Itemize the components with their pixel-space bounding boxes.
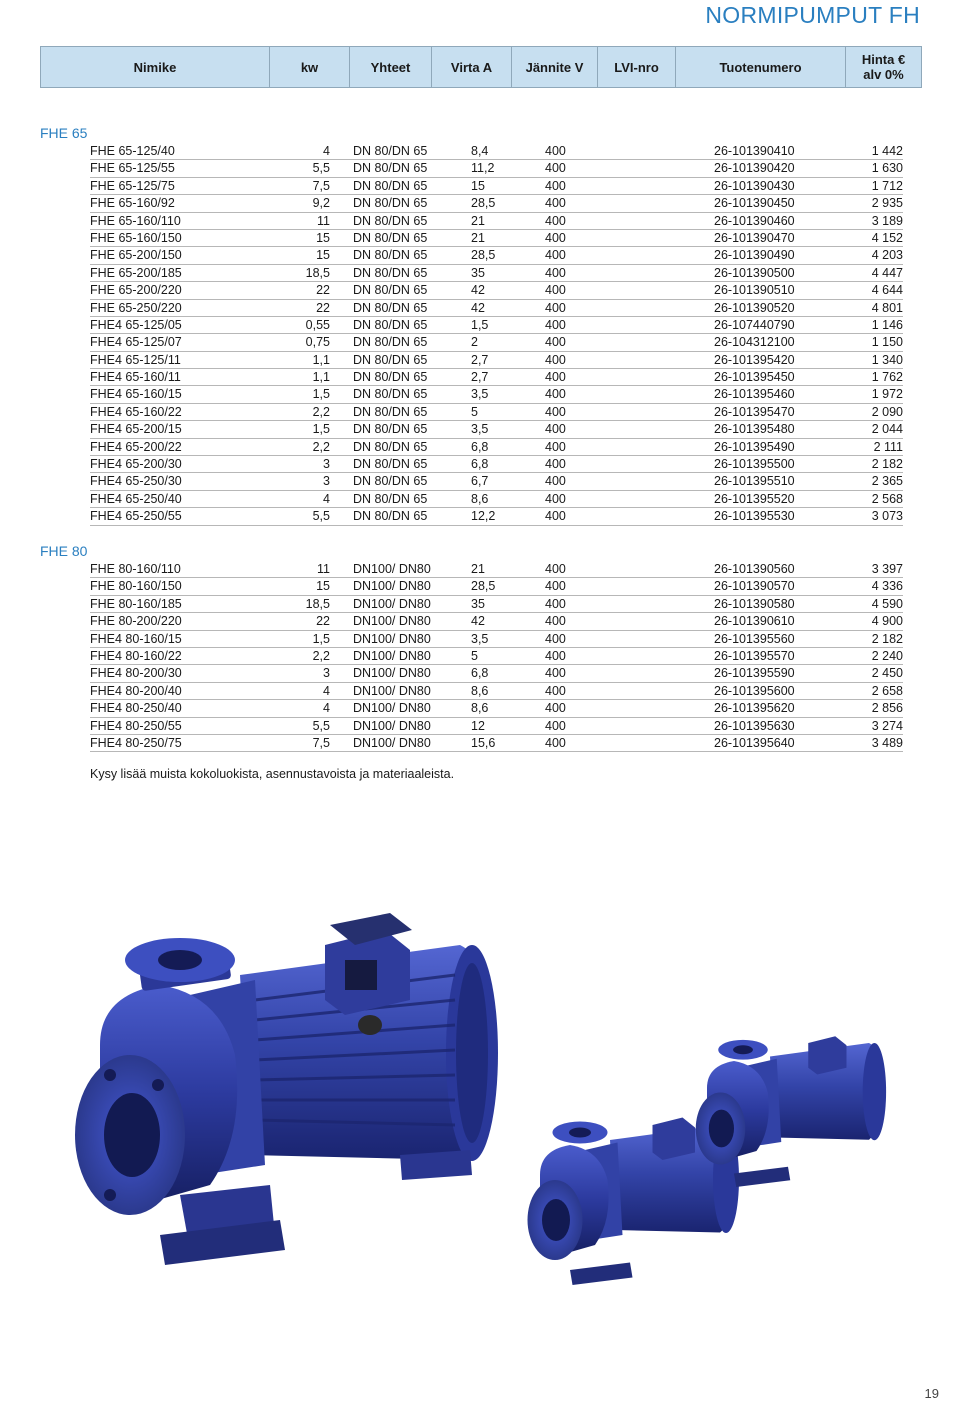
header-voltage: Jännite V (512, 47, 598, 87)
cell-product-number: 26-101390410 (714, 144, 795, 158)
cell-voltage: 400 (545, 439, 566, 454)
cell-name: FHE 65-160/92 (90, 196, 175, 211)
table-row (90, 404, 903, 421)
cell-current: 21 (471, 213, 485, 228)
cell-product-number: 26-101395630 (714, 718, 795, 733)
table-row (90, 247, 903, 264)
cell-kw: 22 (316, 614, 330, 629)
table-row (90, 300, 903, 317)
cell-voltage: 400 (545, 562, 566, 576)
cell-kw: 0,75 (305, 335, 330, 350)
pump-images (40, 905, 920, 1325)
cell-name: FHE4 80-200/30 (90, 666, 182, 681)
cell-kw: 7,5 (312, 178, 330, 193)
cell-product-number: 26-101390420 (714, 161, 795, 176)
cell-current: 35 (471, 265, 485, 280)
cell-kw: 1,1 (312, 370, 330, 385)
cell-name: FHE4 80-160/15 (90, 631, 182, 646)
cell-voltage: 400 (545, 265, 566, 280)
table-fhe80 (90, 561, 903, 752)
header-product-number: Tuotenumero (676, 47, 846, 87)
table-row (90, 491, 903, 508)
table-row (90, 561, 903, 578)
header-lvi: LVI-nro (598, 47, 676, 87)
table-row (90, 578, 903, 595)
cell-voltage: 400 (545, 648, 566, 663)
cell-price: 2 044 (871, 422, 903, 437)
cell-voltage: 400 (545, 404, 566, 419)
header-current: Virta A (432, 47, 512, 87)
cell-connections: DN 80/DN 65 (353, 439, 428, 454)
cell-voltage: 400 (545, 370, 566, 385)
table-row (90, 386, 903, 403)
cell-voltage: 400 (545, 614, 566, 629)
cell-kw: 1,5 (312, 387, 330, 402)
cell-connections: DN100/ DN80 (353, 562, 431, 576)
cell-current: 2,7 (471, 352, 489, 367)
table-row (90, 421, 903, 438)
cell-price: 2 658 (871, 683, 903, 698)
cell-voltage: 400 (545, 283, 566, 298)
cell-kw: 3 (323, 457, 330, 472)
cell-voltage: 400 (545, 161, 566, 176)
cell-connections: DN 80/DN 65 (353, 457, 428, 472)
cell-product-number: 26-101390450 (714, 196, 795, 211)
cell-name: FHE4 80-160/22 (90, 648, 182, 663)
cell-price: 4 336 (871, 579, 903, 594)
cell-kw: 22 (316, 300, 330, 315)
cell-voltage: 400 (545, 683, 566, 698)
cell-product-number: 26-101395520 (714, 491, 795, 506)
table-row (90, 213, 903, 230)
cell-kw: 4 (323, 491, 330, 506)
page-title: NORMIPUMPUT FH (705, 2, 920, 28)
table-row (90, 683, 903, 700)
cell-current: 15 (471, 178, 485, 193)
cell-name: FHE4 65-160/15 (90, 387, 182, 402)
table-row (90, 508, 903, 525)
cell-kw: 4 (323, 683, 330, 698)
cell-current: 8,6 (471, 683, 489, 698)
table-row (90, 265, 903, 282)
cell-price: 4 203 (871, 248, 903, 263)
header-name: Nimike (41, 47, 270, 87)
cell-connections: DN100/ DN80 (353, 631, 431, 646)
cell-current: 28,5 (471, 196, 496, 211)
cell-price: 3 489 (871, 735, 903, 750)
cell-connections: DN 80/DN 65 (353, 370, 428, 385)
cell-current: 3,5 (471, 387, 489, 402)
cell-voltage: 400 (545, 509, 566, 524)
cell-voltage: 400 (545, 735, 566, 750)
cell-kw: 4 (323, 701, 330, 716)
cell-price: 1 762 (871, 370, 903, 385)
cell-product-number: 26-101395420 (714, 352, 795, 367)
table-row (90, 160, 903, 177)
page-number: 19 (924, 1386, 939, 1401)
cell-connections: DN100/ DN80 (353, 701, 431, 716)
cell-name: FHE4 65-160/22 (90, 404, 182, 419)
table-row (90, 596, 903, 613)
cell-kw: 15 (316, 248, 330, 263)
cell-connections: DN 80/DN 65 (353, 422, 428, 437)
cell-kw: 5,5 (312, 718, 330, 733)
cell-product-number: 26-101390560 (714, 562, 795, 576)
cell-current: 2 (471, 335, 478, 350)
cell-name: FHE 65-200/150 (90, 248, 182, 263)
cell-price: 2 182 (871, 631, 903, 646)
cell-name: FHE4 65-125/05 (90, 317, 182, 332)
cell-kw: 2,2 (312, 648, 330, 663)
cell-current: 42 (471, 283, 485, 298)
cell-price: 2 935 (871, 196, 903, 211)
cell-price: 3 189 (871, 213, 903, 228)
cell-voltage: 400 (545, 422, 566, 437)
cell-name: FHE 65-125/55 (90, 161, 175, 176)
cell-connections: DN100/ DN80 (353, 718, 431, 733)
cell-kw: 5,5 (312, 509, 330, 524)
cell-price: 3 073 (871, 509, 903, 524)
cell-voltage: 400 (545, 317, 566, 332)
cell-connections: DN 80/DN 65 (353, 300, 428, 315)
cell-current: 28,5 (471, 248, 496, 263)
cell-current: 2,7 (471, 370, 489, 385)
cell-current: 6,7 (471, 474, 489, 489)
cell-price: 1 340 (871, 352, 903, 367)
cell-connections: DN 80/DN 65 (353, 509, 428, 524)
cell-kw: 1,5 (312, 631, 330, 646)
cell-name: FHE 65-125/75 (90, 178, 175, 193)
table-row (90, 665, 903, 682)
cell-current: 42 (471, 300, 485, 315)
cell-connections: DN100/ DN80 (353, 614, 431, 629)
cell-product-number: 26-101390500 (714, 265, 795, 280)
table-row (90, 317, 903, 334)
cell-price: 4 152 (871, 230, 903, 245)
cell-current: 11,2 (471, 161, 495, 176)
cell-kw: 11 (317, 562, 330, 576)
cell-kw: 9,2 (312, 196, 330, 211)
cell-price: 4 590 (871, 596, 903, 611)
cell-name: FHE4 65-125/11 (90, 352, 181, 367)
cell-product-number: 26-101390460 (714, 213, 795, 228)
cell-kw: 2,2 (312, 439, 330, 454)
cell-product-number: 26-101395620 (714, 701, 795, 716)
cell-connections: DN 80/DN 65 (353, 248, 428, 263)
cell-connections: DN 80/DN 65 (353, 387, 428, 402)
cell-name: FHE 65-250/220 (90, 300, 182, 315)
cell-current: 8,6 (471, 491, 489, 506)
cell-name: FHE4 80-200/40 (90, 683, 182, 698)
cell-price: 2 182 (871, 457, 903, 472)
cell-price: 1 712 (871, 178, 903, 193)
cell-product-number: 26-104312100 (714, 335, 795, 350)
cell-price: 1 150 (871, 335, 903, 350)
cell-current: 5 (471, 404, 478, 419)
cell-product-number: 26-101395640 (714, 735, 795, 750)
cell-price: 2 240 (871, 648, 903, 663)
cell-current: 6,8 (471, 439, 489, 454)
cell-kw: 22 (316, 283, 330, 298)
table-row (90, 648, 903, 665)
cell-connections: DN100/ DN80 (353, 683, 431, 698)
cell-connections: DN 80/DN 65 (353, 491, 428, 506)
cell-current: 15,6 (471, 735, 496, 750)
cell-product-number: 26-101390490 (714, 248, 795, 263)
cell-current: 12 (471, 718, 485, 733)
table-header (40, 46, 922, 88)
table-row (90, 439, 903, 456)
cell-product-number: 26-107440790 (714, 317, 795, 332)
cell-connections: DN100/ DN80 (353, 735, 431, 750)
cell-current: 12,2 (471, 509, 496, 524)
cell-connections: DN 80/DN 65 (353, 474, 428, 489)
cell-product-number: 26-101390430 (714, 178, 795, 193)
cell-voltage: 400 (545, 300, 566, 315)
table-row (90, 700, 903, 717)
large-pump-image (75, 913, 498, 1265)
table-row (90, 230, 903, 247)
cell-current: 3,5 (471, 631, 489, 646)
cell-connections: DN100/ DN80 (353, 596, 431, 611)
table-row (90, 178, 903, 195)
cell-name: FHE 80-160/185 (90, 596, 182, 611)
cell-price: 2 365 (871, 474, 903, 489)
cell-price: 4 900 (871, 614, 903, 629)
cell-price: 1 442 (871, 144, 903, 158)
footnote: Kysy lisää muista kokoluokista, asennustavoista ja materiaaleista. (90, 767, 455, 781)
cell-connections: DN 80/DN 65 (353, 230, 428, 245)
cell-connections: DN 80/DN 65 (353, 404, 428, 419)
cell-price: 2 111 (873, 439, 903, 454)
cell-product-number: 26-101395460 (714, 387, 795, 402)
cell-product-number: 26-101395570 (714, 648, 795, 663)
cell-current: 3,5 (471, 422, 489, 437)
cell-voltage: 400 (545, 248, 566, 263)
cell-price: 4 447 (871, 265, 903, 280)
cell-price: 2 090 (871, 404, 903, 419)
cell-connections: DN 80/DN 65 (353, 265, 428, 280)
cell-connections: DN 80/DN 65 (353, 352, 428, 367)
cell-name: FHE4 65-200/22 (90, 439, 182, 454)
cell-name: FHE 65-125/40 (90, 144, 175, 158)
table-row (90, 282, 903, 299)
header-price-line1: Hinta € (861, 52, 906, 67)
cell-voltage: 400 (545, 196, 566, 211)
cell-name: FHE4 65-200/15 (90, 422, 182, 437)
table-row (90, 735, 903, 752)
cell-voltage: 400 (545, 387, 566, 402)
pump-illustration (40, 905, 920, 1325)
cell-current: 5 (471, 648, 478, 663)
cell-price: 4 801 (871, 300, 903, 315)
section-label-fhe80: FHE 80 (40, 543, 88, 559)
cell-kw: 5,5 (312, 161, 330, 176)
cell-kw: 18,5 (305, 265, 330, 280)
cell-current: 28,5 (471, 579, 496, 594)
header-kw: kw (270, 47, 350, 87)
cell-price: 3 397 (871, 562, 903, 576)
cell-voltage: 400 (545, 666, 566, 681)
table-row (90, 473, 903, 490)
cell-name: FHE 80-200/220 (90, 614, 182, 629)
cell-kw: 1,5 (312, 422, 330, 437)
cell-voltage: 400 (545, 230, 566, 245)
cell-connections: DN100/ DN80 (353, 648, 431, 663)
table-row (90, 369, 903, 386)
cell-connections: DN100/ DN80 (353, 666, 431, 681)
section-label-fhe65: FHE 65 (40, 125, 88, 141)
cell-name: FHE4 65-200/30 (90, 457, 182, 472)
cell-kw: 15 (316, 579, 330, 594)
cell-voltage: 400 (545, 701, 566, 716)
cell-product-number: 26-101395530 (714, 509, 795, 524)
cell-name: FHE4 65-125/07 (90, 335, 182, 350)
cell-product-number: 26-101390580 (714, 596, 795, 611)
cell-product-number: 26-101390610 (714, 614, 795, 629)
cell-connections: DN 80/DN 65 (353, 335, 428, 350)
cell-kw: 15 (316, 230, 330, 245)
cell-product-number: 26-101395470 (714, 404, 795, 419)
cell-price: 3 274 (871, 718, 903, 733)
cell-connections: DN 80/DN 65 (353, 161, 428, 176)
cell-kw: 2,2 (312, 404, 330, 419)
cell-voltage: 400 (545, 491, 566, 506)
cell-product-number: 26-101395600 (714, 683, 795, 698)
cell-name: FHE 65-160/110 (90, 213, 181, 228)
cell-kw: 4 (323, 144, 330, 158)
cell-price: 4 644 (871, 283, 903, 298)
cell-kw: 3 (323, 666, 330, 681)
table-row (90, 334, 903, 351)
table-row (90, 352, 903, 369)
cell-voltage: 400 (545, 718, 566, 733)
cell-product-number: 26-101390510 (714, 283, 795, 298)
cell-current: 21 (471, 230, 485, 245)
cell-kw: 7,5 (312, 735, 330, 750)
cell-price: 1 630 (871, 161, 903, 176)
cell-connections: DN 80/DN 65 (353, 283, 428, 298)
cell-current: 8,6 (471, 701, 489, 716)
cell-voltage: 400 (545, 213, 566, 228)
cell-product-number: 26-101395450 (714, 370, 795, 385)
cell-current: 1,5 (471, 317, 489, 332)
cell-name: FHE 80-160/110 (90, 562, 181, 576)
table-row (90, 631, 903, 648)
cell-kw: 1,1 (312, 352, 330, 367)
cell-connections: DN 80/DN 65 (353, 178, 428, 193)
cell-connections: DN 80/DN 65 (353, 196, 428, 211)
cell-kw: 0,55 (305, 317, 330, 332)
cell-name: FHE4 65-250/55 (90, 509, 182, 524)
table-fhe65 (90, 143, 903, 526)
cell-voltage: 400 (545, 144, 566, 158)
cell-current: 21 (471, 562, 485, 576)
cell-current: 42 (471, 614, 485, 629)
cell-name: FHE4 65-250/30 (90, 474, 182, 489)
cell-voltage: 400 (545, 457, 566, 472)
table-row (90, 718, 903, 735)
cell-product-number: 26-101395490 (714, 439, 795, 454)
cell-connections: DN100/ DN80 (353, 579, 431, 594)
cell-name: FHE4 65-250/40 (90, 491, 182, 506)
cell-product-number: 26-101390470 (714, 230, 795, 245)
header-price-line2: alv 0% (863, 67, 904, 82)
cell-kw: 3 (323, 474, 330, 489)
cell-product-number: 26-101395480 (714, 422, 795, 437)
header-connections: Yhteet (350, 47, 432, 87)
cell-connections: DN 80/DN 65 (353, 317, 428, 332)
table-row (90, 195, 903, 212)
cell-voltage: 400 (545, 352, 566, 367)
cell-kw: 18,5 (305, 596, 330, 611)
cell-name: FHE 65-160/150 (90, 230, 182, 245)
cell-voltage: 400 (545, 631, 566, 646)
cell-voltage: 400 (545, 178, 566, 193)
cell-product-number: 26-101390520 (714, 300, 795, 315)
cell-name: FHE4 80-250/55 (90, 718, 182, 733)
cell-name: FHE4 80-250/40 (90, 701, 182, 716)
cell-price: 2 450 (871, 666, 903, 681)
cell-current: 35 (471, 596, 485, 611)
cell-current: 6,8 (471, 666, 489, 681)
cell-product-number: 26-101395560 (714, 631, 795, 646)
cell-name: FHE4 65-160/11 (90, 370, 181, 385)
cell-connections: DN 80/DN 65 (353, 144, 428, 158)
cell-product-number: 26-101395590 (714, 666, 795, 681)
cell-kw: 11 (317, 213, 330, 228)
table-row (90, 143, 903, 160)
cell-connections: DN 80/DN 65 (353, 213, 428, 228)
cell-product-number: 26-101395500 (714, 457, 795, 472)
cell-voltage: 400 (545, 335, 566, 350)
cell-price: 2 856 (871, 701, 903, 716)
cell-name: FHE 80-160/150 (90, 579, 182, 594)
cell-voltage: 400 (545, 474, 566, 489)
cell-current: 8,4 (471, 144, 489, 158)
cell-product-number: 26-101395510 (714, 474, 795, 489)
cell-price: 1 972 (871, 387, 903, 402)
header-price (846, 47, 921, 87)
cell-voltage: 400 (545, 579, 566, 594)
cell-current: 6,8 (471, 457, 489, 472)
cell-name: FHE4 80-250/75 (90, 735, 182, 750)
cell-price: 1 146 (871, 317, 903, 332)
cell-price: 2 568 (871, 491, 903, 506)
cell-name: FHE 65-200/220 (90, 283, 182, 298)
cell-voltage: 400 (545, 596, 566, 611)
cell-product-number: 26-101390570 (714, 579, 795, 594)
table-row (90, 456, 903, 473)
cell-name: FHE 65-200/185 (90, 265, 182, 280)
table-row (90, 613, 903, 630)
